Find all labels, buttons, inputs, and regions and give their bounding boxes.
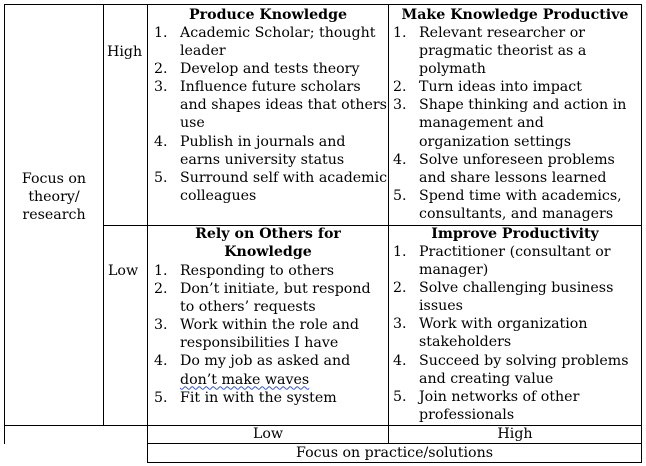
grid-line-right xyxy=(641,4,642,463)
quadrant-list-bottom-right xyxy=(393,243,629,424)
list-item: 1. Practitioner (consultant or manager) xyxy=(393,244,611,279)
list-item: 5. Join networks of other professionals xyxy=(393,388,580,423)
col-low-label: Low xyxy=(252,426,284,442)
list-item: 2. Develop and tests theory xyxy=(154,61,360,78)
grid-line-quadrant-mid xyxy=(388,4,389,444)
list-item: 1. Academic Scholar; thought leader xyxy=(154,25,376,60)
quadrant-title-improve-productivity: Improve Productivity xyxy=(431,226,599,242)
list-item: 3. Shape thinking and action in management and organization settings xyxy=(393,97,627,150)
list-item: 4. Succeed by solving problems and creating value xyxy=(393,352,629,387)
quadrant-title-rely-on-others: Rely on Others for Knowledge xyxy=(195,226,341,261)
row-axis-label: Focus on theory/ research xyxy=(21,171,87,224)
list-item: 3. Work with organization stakeholders xyxy=(393,316,588,351)
grid-line-bottom xyxy=(147,462,642,463)
list-item: 5. Fit in with the system xyxy=(154,389,337,406)
list-item: 1. Relevant researcher or pragmatic theorist as a polymath xyxy=(393,25,587,78)
grid-line-left xyxy=(4,4,5,444)
quadrant-title-make-knowledge-productive: Make Knowledge Productive xyxy=(401,7,629,23)
quadrant-list-bottom-left xyxy=(154,262,371,407)
quadrant-list-top-left xyxy=(154,24,387,205)
grid-line-row-labels xyxy=(103,4,104,426)
list-item: 4. Do my job as asked and don’t make waves xyxy=(154,353,351,388)
list-item: 2. Don’t initiate, but respond to others’ requests xyxy=(154,281,371,316)
grid-line-top xyxy=(4,4,642,5)
col-high-label: High xyxy=(497,426,533,442)
list-item: 4. Solve unforeseen problems and share lessons learned xyxy=(393,151,615,186)
list-item: 3. Influence future scholars and shapes ideas that others use xyxy=(154,79,387,132)
list-item: 2. Turn ideas into impact xyxy=(393,79,582,96)
col-axis-label: Focus on practice/solutions xyxy=(296,445,493,461)
list-item: 1. Responding to others xyxy=(154,263,335,279)
row-low-label: Low xyxy=(108,263,139,279)
list-item: 4. Publish in journals and earns university status xyxy=(154,133,346,168)
quadrant-title-produce-knowledge: Produce Knowledge xyxy=(188,7,348,23)
row-high-label: High xyxy=(107,44,143,60)
list-item: 5. Surround self with academic colleagues xyxy=(154,169,388,204)
list-item: 2. Solve challenging business issues xyxy=(393,280,614,315)
list-item: 3. Work within the role and responsibilities I have xyxy=(154,317,359,352)
quadrant-list-top-right xyxy=(393,24,626,223)
list-item: 5. Spend time with academics, consultants, and managers xyxy=(393,187,622,222)
